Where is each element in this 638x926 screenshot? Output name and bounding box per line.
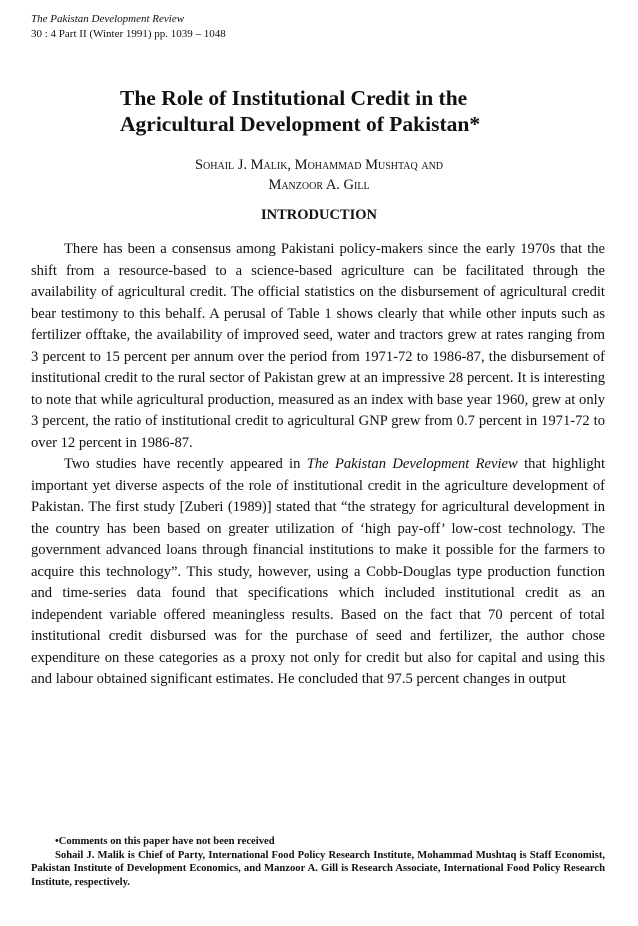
paragraph-2 (31, 454, 605, 691)
author-list (0, 155, 638, 195)
paper-title (120, 85, 540, 137)
paragraph-2-start: Two studies have recently appeared in (64, 456, 307, 472)
footnote-affiliations: Sohail J. Malik is Chief of Party, International Food Policy Research Institute, Mohammad Mushtaq is Staff Economist, Pakistan Institute of Development Economics, and Manzoor A. Gill is Research Associate, International Food Policy Research Institute, respectively. (31, 849, 605, 888)
section-heading: INTRODUCTION (260, 207, 377, 223)
title-line-1: The Role of Institutional Credit in the (120, 86, 468, 110)
title-line-2: Agricultural Development of Pakistan* (120, 112, 481, 136)
footnote-comments: •Comments on this paper have not been received (55, 836, 275, 847)
authors-line-2: Manzoor A. Gill (268, 177, 370, 193)
journal-header (31, 12, 226, 42)
journal-name: The Pakistan Development Review (31, 13, 185, 25)
paragraph-1: There has been a consensus among Pakistani policy-makers since the early 1970s that the shift from a resource-based to a science-based agriculture can be facilitated through the availability of agricultural credit. The official statistics on the disbursement of agricultural credit bear testimony to this behalf. A perusal of Table 1 shows clearly that while other inputs such as fertilizer offtake, the availability of improved seed, water and tractors grew at rates ranging from 3 percent to 15 percent per annum over the period from 1971-72 to 1986-87, the disbursement of institutional credit to the rural sector of Pakistan grew at an impressive 28 percent. It is interesting to note that while agricultural production, measured as an index with base year 1960, grew at only 3 percent, the ratio of institutional credit to agricultural GNP grew from 0.7 percent in 1971-72 to over 12 percent in 1986-87. (31, 241, 605, 451)
issue-info: 30 : 4 Part II (Winter 1991) pp. 1039 – 1048 (31, 28, 226, 40)
paragraph-2-rest: that highlight important yet diverse aspects of the role of institutional credit in the agriculture development of Pakistan. The first study [Zuberi (1989)] stated that “the strategy for agricultural development in the country has been based on greater utilization of ‘high pay-off’ low-cost technology. The government advanced loans through financial institutions to make it possible for the farmers to acquire this technology”. This study, however, using a Cobb-Douglas type production function and time-series data found that specifications which included institutional credit as an independent variable offered meaningless results. Based on the fact that 70 percent of total institutional credit disbursed was for the purchase of seed and fertilizer, the author chose expenditure on these categories as a proxy not only for credit but also for capital and using this and labour obtained significant estimates. He concluded that 97.5 percent changes in output (31, 456, 606, 687)
journal-title-italic: The Pakistan Development Review (306, 456, 518, 472)
body-text (31, 239, 605, 691)
authors-line-1: Sohail J. Malik, Mohammad Mushtaq and (194, 157, 444, 173)
footnotes (31, 835, 605, 889)
